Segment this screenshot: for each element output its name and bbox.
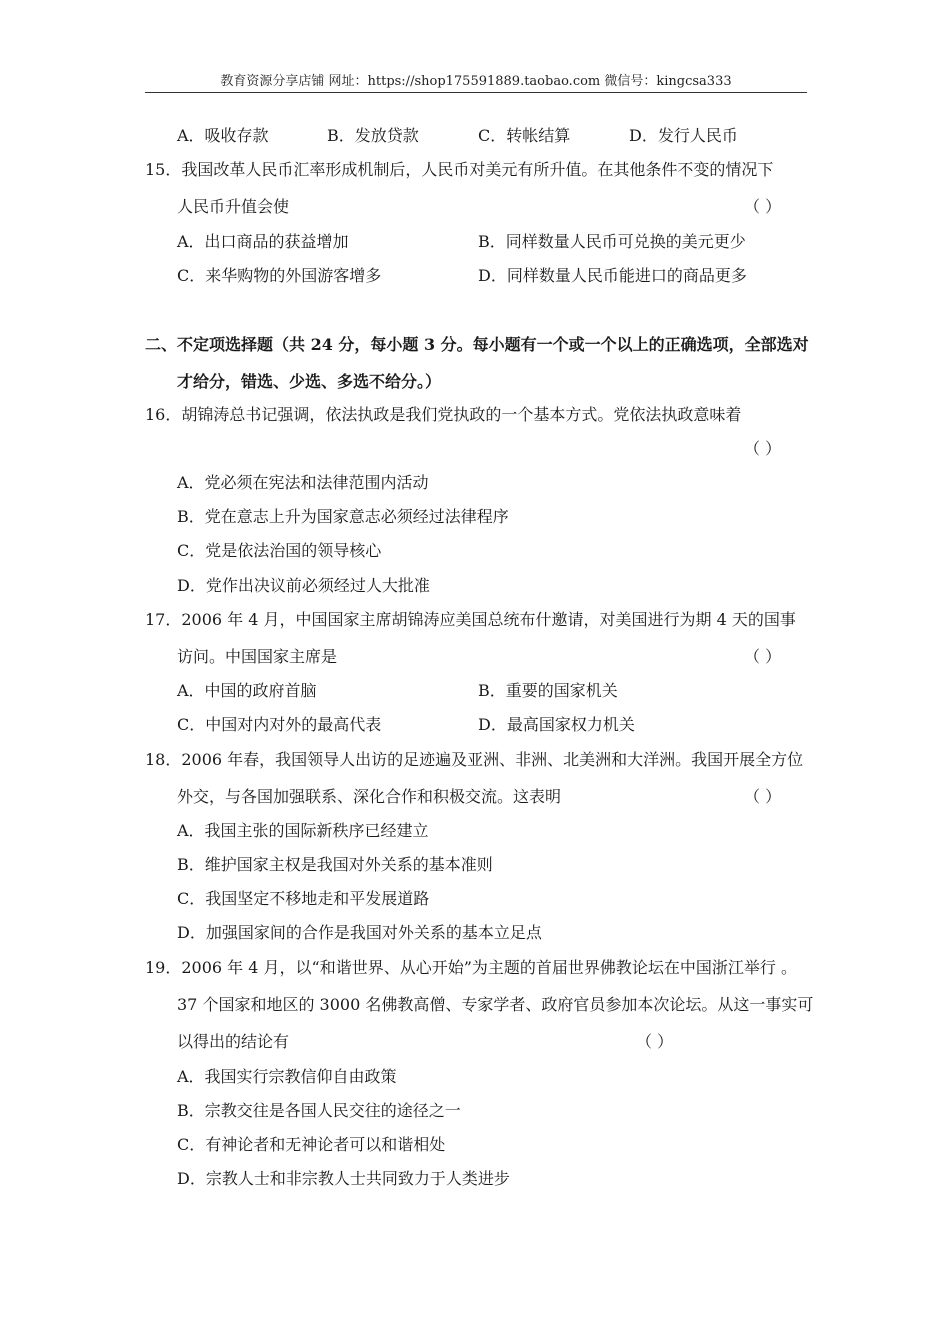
q18-option-c: C．我国坚定不移地走和平发展道路 [177, 889, 430, 908]
q19-stem-line1: 19．2006 年 4 月，以“和谐世界、从心开始”为主题的首届世界佛教论坛在中国浙江举行 。 [145, 958, 797, 977]
q15-option-b: B．同样数量人民币可兑换的美元更少 [478, 232, 746, 251]
q18-stem-line1: 18．2006 年春，我国领导人出访的足迹遍及亚洲、非洲、北美洲和大洋洲。我国开展全方位 [145, 750, 804, 769]
q18-option-b: B．维护国家主权是我国对外关系的基本准则 [177, 855, 493, 874]
q17-stem-line2: 访问。中国国家主席是 [177, 647, 338, 666]
q15-answer-blank: （ ） [744, 197, 782, 216]
q14-option-c: C．转帐结算 [478, 126, 571, 145]
q15-stem-line1: 15．我国改革人民币汇率形成机制后，人民币对美元有所升值。在其他条件不变的情况下 [145, 160, 774, 179]
q17-answer-blank: （ ） [744, 647, 782, 666]
q19-option-b: B．宗教交往是各国人民交往的途径之一 [177, 1101, 461, 1120]
q17-option-b: B．重要的国家机关 [478, 681, 618, 700]
q15-option-a: A．出口商品的获益增加 [177, 232, 349, 251]
q16-option-c: C．党是依法治国的领导核心 [177, 541, 382, 560]
q19-option-c: C．有神论者和无神论者可以和谐相处 [177, 1135, 446, 1154]
q16-stem-line1: 16．胡锦涛总书记强调，依法执政是我们党执政的一个基本方式。党依法执政意味着 [145, 405, 742, 424]
q17-stem-line1: 17．2006 年 4 月，中国国家主席胡锦涛应美国总统布什邀请，对美国进行为期 4 天的国事 [145, 610, 796, 629]
q15-option-c: C．来华购物的外国游客增多 [177, 266, 382, 285]
q16-option-b: B．党在意志上升为国家意志必须经过法律程序 [177, 507, 509, 526]
q19-stem-line3: 以得出的结论有 [177, 1032, 290, 1051]
q16-option-a: A．党必须在宪法和法律范围内活动 [177, 473, 429, 492]
q14-option-d: D．发行人民币 [629, 126, 738, 145]
q19-answer-blank: （ ） [636, 1032, 674, 1051]
q14-option-a: A．吸收存款 [177, 126, 269, 145]
q14-option-b: B．发放贷款 [327, 126, 419, 145]
q16-answer-blank: （ ） [744, 439, 782, 458]
q15-option-d: D．同样数量人民币能进口的商品更多 [478, 266, 747, 285]
q17-option-d: D．最高国家权力机关 [478, 715, 635, 734]
q19-option-d: D．宗教人士和非宗教人士共同致力于人类进步 [177, 1169, 510, 1188]
page-header: 教育资源分享店铺 网址：https://shop175591889.taobao.com 微信号：kingcsa333 [145, 70, 807, 93]
q17-option-a: A．中国的政府首脑 [177, 681, 317, 700]
q19-stem-line2: 37 个国家和地区的 3000 名佛教高僧、专家学者、政府官员参加本次论坛。从这一事实可 [177, 995, 814, 1014]
q18-option-d: D．加强国家间的合作是我国对外关系的基本立足点 [177, 923, 542, 942]
q19-option-a: A．我国实行宗教信仰自由政策 [177, 1067, 397, 1086]
q16-option-d: D．党作出决议前必须经过人大批准 [177, 576, 430, 595]
q18-stem-line2: 外交，与各国加强联系、深化合作和积极交流。这表明 [177, 787, 562, 806]
q17-option-c: C．中国对内对外的最高代表 [177, 715, 382, 734]
q18-option-a: A．我国主张的国际新秩序已经建立 [177, 821, 429, 840]
section2-heading-line1: 二、不定项选择题（共 24 分，每小题 3 分。每小题有一个或一个以上的正确选项，全部选对 [145, 335, 809, 354]
q15-stem-line2: 人民币升值会使 [177, 197, 290, 216]
q18-answer-blank: （ ） [744, 787, 782, 806]
section2-heading-line2: 才给分，错选、少选、多选不给分。） [177, 372, 442, 391]
